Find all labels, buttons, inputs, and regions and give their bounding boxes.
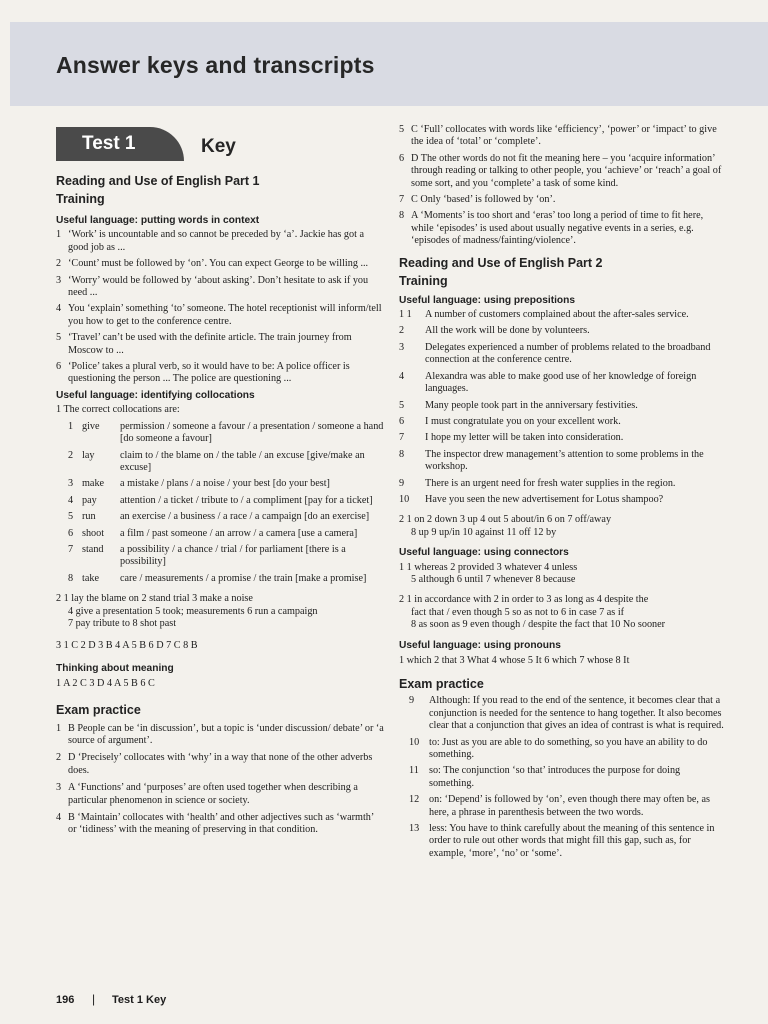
list-item [399,478,727,490]
item-number: 8 [399,448,405,460]
list-item [399,309,727,321]
item-number: 3 [399,341,405,353]
collocation-number: 8 [68,572,74,584]
section-title-part2: Reading and Use of English Part 2 [399,255,603,270]
item-number: 3 [56,782,62,794]
list-item [399,449,727,474]
list-item [56,723,384,748]
item-text: Delegates experienced a number of problems related to the broadband connection at the conference centre. [425,341,711,366]
list-item [399,765,727,790]
item-text: You ‘explain’ something ‘to’ someone. The hotel receptionist will inform/tell you how to get to the conference centre. [68,303,382,327]
item-number: 5 [56,332,62,344]
item-text: less: You have to think carefully about the meaning of this sentence in order to rule out other words that might fill this gap, such as, for example, ‘more’, ‘no’ or ‘some’. [429,823,715,859]
exam-practice-list [399,695,727,860]
collocation-row [56,528,384,540]
list-item [56,229,384,254]
item-text: ‘Police’ takes a plural verb, so it would have to be: A police officer is questioning the person ... The police are questioning ... [68,361,350,385]
training-label: Training [56,192,105,206]
item-number: 1 [56,229,62,241]
pronoun-answers: 1 which 2 that 3 What 4 whose 5 It 6 which 7 whose 8 It [399,655,630,666]
item-text: The inspector drew management’s attention to some problems in the workshop. [425,448,704,473]
item-text: All the work will be done by volunteers. [425,325,590,337]
collocation-text: a possibility / a chance / trial / for parliament [there is a possibility] [120,543,346,568]
item-number: 6 [399,415,405,427]
connector-answers-2 [399,594,727,631]
useful-language-heading: Useful language: identifying collocations [56,389,255,401]
training-label: Training [399,273,448,288]
collocation-text: a mistake / plans / a noise / your best [do your best] [120,478,330,490]
list-item [399,794,727,819]
context-list [56,229,384,385]
item-number: 13 [409,823,420,835]
item-text: A ‘Moments’ is too short and ‘eras’ too long a period of time to fit here, while ‘episodes’ is used about usually negative events in a series, e.g. ‘episodes of madness/fainting/violence’. [411,210,704,247]
collocation-list [56,421,384,585]
item-number: 3 [56,274,62,286]
collocation-text: care / measurements / a promise / the train [make a promise] [120,572,367,584]
item-text: Alexandra was able to make good use of her knowledge of foreign languages. [425,370,697,395]
answer-line: 7 pay tribute to 8 shot past [68,617,177,629]
list-item [399,737,727,762]
page-title: Answer keys and transcripts [56,52,375,78]
item-number: 10 [409,736,420,748]
list-item [399,210,727,247]
collocation-intro: 1 The correct collocations are: [56,404,180,416]
collocation-text: attention / a ticket / tribute to / a compliment [pay for a ticket] [120,494,373,506]
collocation-answers-2 [56,593,384,630]
list-item [399,194,727,206]
exam-practice-heading: Exam practice [56,702,141,717]
item-number: 11 [409,765,419,777]
list-item [56,361,384,386]
collocation-verb: run [82,511,96,523]
collocation-number: 2 [68,449,74,461]
collocation-verb: lay [82,449,95,461]
answer-line: 8 as soon as 9 even though / despite the fact that 10 No sooner [411,619,666,631]
useful-language-heading: Useful language: using connectors [399,547,569,559]
item-number: 4 [399,370,405,382]
left-column [56,174,384,842]
answer-line: fact that / even though 5 so as not to 6 in case 7 as if [411,606,625,618]
item-number: 1 [56,722,62,734]
collocation-number: 4 [68,494,74,506]
collocation-verb: make [82,478,105,490]
item-text: ‘Count’ must be followed by ‘on’. You can expect George to be willing ... [68,258,369,270]
list-item [399,416,727,428]
collocation-text: permission / someone a favour / a presentation / someone a hand [do someone a favour] [120,420,384,445]
item-text: B People can be ‘in discussion’, but a topic is ‘under discussion/ debate’ or ‘a source of argument’. [68,722,384,746]
answer-line: 8 up 9 up/in 10 against 11 off 12 by [411,526,557,538]
footer-label: Test 1 Key [112,994,167,1006]
list-item [399,432,727,444]
list-item [399,695,727,732]
item-text: C ‘Full’ collocates with words like ‘efficiency’, ‘power’ or ‘impact’ to give the idea of ‘total’ or ‘complete’. [411,124,717,148]
collocation-row [56,573,384,585]
list-item [56,258,384,270]
item-number: 6 [56,361,62,373]
exam-practice-heading: Exam practice [399,677,484,692]
item-number: 6 [399,152,405,164]
collocation-row [56,495,384,507]
list-item [399,823,727,860]
test-tab: Test 1 [56,127,184,161]
list-item [56,303,384,328]
collocation-answers-3: 3 1 C 2 D 3 B 4 A 5 B 6 D 7 C 8 B [56,640,198,652]
item-number: 5 [399,124,405,135]
item-number: 7 [399,194,405,206]
answer-line: 2 1 lay the blame on 2 stand trial 3 make a noise [56,593,253,605]
list-item [399,153,727,190]
collocation-verb: shoot [82,527,105,539]
item-text: D ‘Precisely’ collocates with ‘why’ in a way that none of the other adverbs does. [68,752,373,776]
collocation-number: 3 [68,478,74,490]
thinking-heading: Thinking about meaning [56,662,174,674]
section-title-part1: Reading and Use of English Part 1 [56,174,260,188]
collocation-verb: take [82,572,99,584]
collocation-row [56,450,384,475]
collocation-row [56,511,384,523]
collocation-verb: stand [82,543,104,555]
answer-line: 2 1 on 2 down 3 up 4 out 5 about/in 6 on 7 off/away [399,514,612,526]
collocation-number: 5 [68,511,74,523]
preposition-list [399,309,727,506]
list-item [56,275,384,300]
item-number: 7 [399,432,405,444]
item-text: so: The conjunction ‘so that’ introduces the purpose for doing something. [429,765,681,789]
item-text: ‘Work’ is uncountable and so cannot be preceded by ‘a’. Jackie has got a good job as ... [68,229,365,253]
collocation-verb: give [82,420,100,432]
item-text: ‘Worry’ would be followed by ‘about asking’. Don’t hesitate to ask if you need ... [68,274,369,299]
thinking-answers: 1 A 2 C 3 D 4 A 5 B 6 C [56,678,155,690]
list-item [399,325,727,337]
list-item [56,332,384,357]
item-text: B ‘Maintain’ collocates with ‘health’ and other adjectives such as ‘warmth’ or ‘tidiness’ with the meaning of preserving in that condition. [68,812,374,836]
collocation-number: 6 [68,527,74,539]
useful-language-heading: Useful language: using prepositions [399,294,576,306]
item-text: to: Just as you are able to do something, so you have an ability to do something. [429,736,708,761]
item-number: 4 [56,812,62,824]
useful-language-heading: Useful language: using pronouns [399,639,561,651]
answer-line: 4 give a presentation 5 took; measurements 6 run a campaign [68,605,318,617]
list-item [399,371,727,396]
item-text: A number of customers complained about the after-sales service. [425,309,689,321]
collocation-number: 7 [68,543,74,555]
list-item [56,782,384,807]
preposition-answers-2 [399,514,727,539]
item-text: I must congratulate you on your excellent work. [425,415,621,427]
answer-line: 1 1 whereas 2 provided 3 whatever 4 unless [399,561,578,573]
item-number: 2 [56,752,62,764]
collocation-text: claim to / the blame on / the table / an excuse [give/make an excuse] [120,449,365,473]
collocation-row [56,544,384,569]
collocation-row [56,478,384,490]
collocation-text: a film / past someone / an arrow / a camera [use a camera] [120,527,358,539]
item-number: 4 [56,303,62,315]
exam-practice-list [56,723,384,837]
item-text: There is an urgent need for fresh water supplies in the region. [425,477,676,489]
answer-line: 5 although 6 until 7 whenever 8 because [411,573,576,585]
list-item [399,342,727,367]
item-text: Although: If you read to the end of the sentence, it becomes clear that a conjunction is needed for the sentence to hang together. It also becomes clear that a conjunction that gives an idea of contrast is what is required. [429,695,724,732]
footer-separator: | [92,992,96,1006]
collocation-verb: pay [82,494,97,506]
collocation-text: an exercise / a business / a race / a campaign [do an exercise] [120,511,370,523]
item-number: 2 [56,258,62,270]
item-number: 9 [399,477,405,489]
item-text: Have you seen the new advertisement for Lotus shampoo? [425,493,664,505]
list-item [399,400,727,412]
answer-line: 2 1 in accordance with 2 in order to 3 as long as 4 despite the [399,594,649,606]
item-text: C Only ‘based’ is followed by ‘on’. [411,194,556,206]
item-number: 9 [409,695,415,707]
item-number: 5 [399,399,405,411]
useful-language-heading: Useful language: putting words in context [56,215,260,226]
page-number: 196 [56,994,75,1006]
list-item [399,494,727,506]
right-column [399,124,727,864]
collocation-number: 1 [68,420,74,432]
connector-answers-1 [399,562,727,587]
item-number: 2 [399,325,405,337]
item-text: A ‘Functions’ and ‘purposes’ are often used together when describing a particular phenomenon in science or society. [68,782,358,806]
exam-practice-list-cont [399,124,727,248]
item-text: I hope my letter will be taken into consideration. [425,432,624,444]
item-text: on: ‘Depend’ is followed by ‘on’, even though there may often be, as here, a phrase in parenthesis between the two words. [429,794,711,818]
item-text: ‘Travel’ can’t be used with the definite article. The train journey from Moscow to ... [68,332,352,356]
collocation-row [56,421,384,446]
list-item [56,752,384,777]
item-text: Many people took part in the anniversary festivities. [425,399,638,411]
item-number: 1 1 [399,309,412,321]
item-text: D The other words do not fit the meaning here – you ‘acquire information’ through reading or talking to other people, you ‘achieve’ or ‘reach’ a goal of some sort, and you ‘complete’ a task of some kind. [411,152,722,189]
key-title: Key [201,136,236,157]
item-number: 8 [399,210,405,222]
list-item [399,124,727,149]
item-number: 12 [409,794,420,806]
list-item [56,812,384,837]
item-number: 10 [399,493,410,505]
